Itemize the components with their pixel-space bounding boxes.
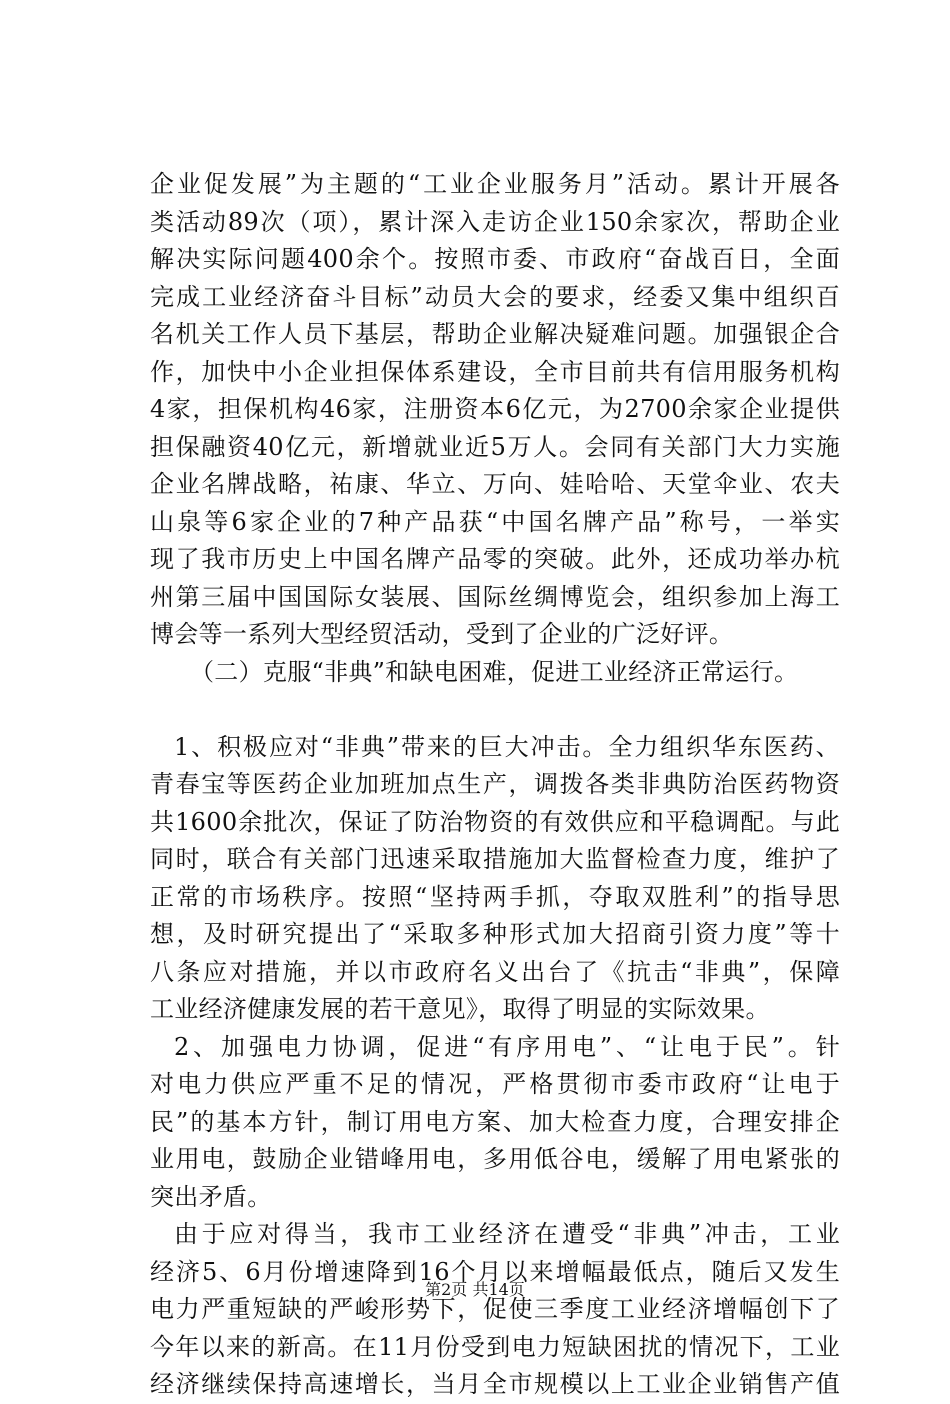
text-line: 八条应对措施，并以市政府名义出台了《抗击“非典”，保障 bbox=[150, 957, 840, 986]
text-line: 2、加强电力协调，促进“有序用电”、“让电于民”。针 bbox=[174, 1032, 840, 1061]
page-number-footer: 第2页 共14页 bbox=[425, 1280, 525, 1299]
text-line: 想，及时研究提出了“采取多种形式加大招商引资力度”等十 bbox=[150, 920, 840, 948]
text-line: 现了我市历史上中国名牌产品零的突破。此外，还成功举办杭 bbox=[150, 545, 840, 573]
text-line: 企业名牌战略，祐康、华立、万向、娃哈哈、天堂伞业、农夫 bbox=[150, 470, 840, 498]
text-line: 业用电，鼓励企业错峰用电，多用低谷电，缓解了用电紧张的 bbox=[150, 1145, 840, 1173]
text-line: 共1600余批次，保证了防治物资的有效供应和平稳调配。与此 bbox=[150, 807, 840, 836]
text-line: 山泉等6家企业的7种产品获“中国名牌产品”称号，一举实 bbox=[150, 507, 840, 536]
text-line: 经济继续保持高速增长，当月全市规模以上工业企业销售产值 bbox=[150, 1370, 840, 1398]
text-line: 工业经济健康发展的若干意见》，取得了明显的实际效果。 bbox=[150, 995, 770, 1023]
text-line: 作，加快中小企业担保体系建设，全市目前共有信用服务机构 bbox=[150, 357, 840, 386]
text-line: 名机关工作人员下基层，帮助企业解决疑难问题。加强银企合 bbox=[150, 320, 840, 348]
text-line: 由于应对得当，我市工业经济在遭受“非典”冲击，工业 bbox=[174, 1220, 840, 1248]
body-text bbox=[150, 166, 840, 1404]
text-line: 州第三届中国国际女装展、国际丝绸博览会，组织参加上海工 bbox=[150, 582, 840, 611]
text-line: 担保融资40亿元，新增就业近5万人。会同有关部门大力实施 bbox=[150, 432, 840, 461]
text-line: 博会等一系列大型经贸活动，受到了企业的广泛好评。 bbox=[150, 620, 734, 648]
text-line: 同时，联合有关部门迅速采取措施加大监督检查力度，维护了 bbox=[150, 845, 840, 873]
paragraph-gap bbox=[150, 691, 840, 729]
text-line: 经济5、6月份增速降到16个月以来增幅最低点，随后又发生 bbox=[150, 1257, 840, 1286]
text-line: 电力严重短缺的严峻形势下，促使三季度工业经济增幅创下了 bbox=[150, 1295, 840, 1323]
section-heading: （二）克服“非典”和缺电困难，促进工业经济正常运行。 bbox=[190, 657, 799, 686]
text-line: 解决实际问题400余个。按照市委、市政府“奋战百日，全面 bbox=[150, 245, 840, 273]
text-line: 类活动89次（项），累计深入走访企业150余家次，帮助企业 bbox=[150, 207, 840, 236]
text-line: 1、积极应对“非典”带来的巨大冲击。全力组织华东医药、 bbox=[174, 732, 840, 761]
text-line: 完成工业经济奋斗目标”动员大会的要求，经委又集中组织百 bbox=[150, 282, 840, 311]
text-line: 青春宝等医药企业加班加点生产，调拨各类非典防治医药物资 bbox=[150, 770, 840, 798]
text-line: 今年以来的新高。在11月份受到电力短缺困扰的情况下，工业 bbox=[150, 1332, 840, 1361]
text-line: 突出矛盾。 bbox=[150, 1182, 272, 1211]
text-line: 民”的基本方针，制订用电方案、加大检查力度，合理安排企 bbox=[150, 1107, 840, 1136]
text-line: 4家，担保机构46家，注册资本6亿元，为2700余家企业提供 bbox=[150, 395, 840, 423]
text-line: 企业促发展”为主题的“工业企业服务月”活动。累计开展各 bbox=[150, 170, 840, 198]
text-line: 正常的市场秩序。按照“坚持两手抓，夺取双胜利”的指导思 bbox=[150, 882, 840, 911]
text-line: 对电力供应严重不足的情况，严格贯彻市委市政府“让电于 bbox=[150, 1070, 840, 1098]
